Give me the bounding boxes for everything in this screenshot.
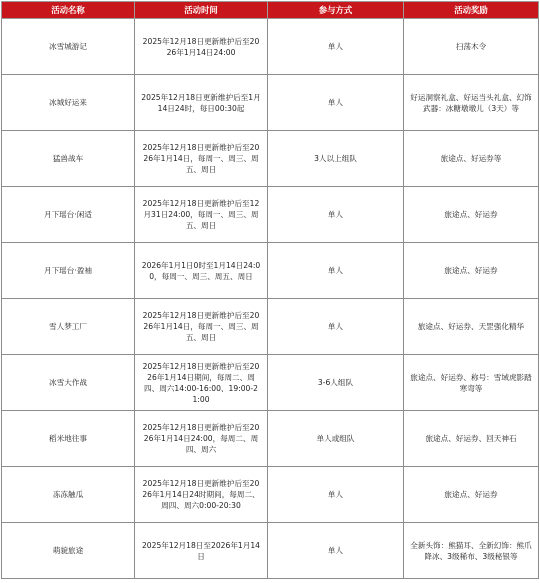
cell-reward: 旅途点、好运券、称号：雪域虎影踏寒弯等 — [404, 355, 539, 411]
cell-reward: 旅途点、好运券 — [404, 467, 539, 523]
cell-participation: 单人 — [268, 75, 404, 131]
table-row — [2, 355, 539, 411]
header-activity-name: 活动名称 — [2, 2, 135, 19]
cell-activity-name: 月下瑶台·闲适 — [2, 187, 135, 243]
cell-activity-name: 冰雪城游记 — [2, 19, 135, 75]
cell-activity-time: 2025年12月18日更新维护后至2026年1月14日24:00 — [135, 19, 268, 75]
table-row — [2, 467, 539, 523]
table-row — [2, 243, 539, 299]
cell-reward: 旅途点、好运券 — [404, 243, 539, 299]
table-row — [2, 411, 539, 467]
cell-activity-name: 冻冻触瓜 — [2, 467, 135, 523]
cell-participation: 3-6人组队 — [268, 355, 404, 411]
header-reward: 活动奖励 — [404, 2, 539, 19]
cell-activity-time: 2026年1月1日0时至1月14日24:00，每周一、周三、周五、周日 — [135, 243, 268, 299]
cell-participation: 单人 — [268, 467, 404, 523]
table-row — [2, 299, 539, 355]
table-header-row — [2, 2, 539, 19]
table-row — [2, 523, 539, 579]
cell-reward: 旅途点、好运券、天罡强化精华 — [404, 299, 539, 355]
cell-activity-time: 2025年12月18日更新维护后至2026年1月14日期间，每周二、周四、周六14:00-16:00、19:00-21:00 — [135, 355, 268, 411]
cell-participation: 单人 — [268, 187, 404, 243]
cell-reward: 旅途点、好运券、回天神石 — [404, 411, 539, 467]
cell-activity-time: 2025年12月18日更新维护后至2026年1月14日24:00，每周二、周四、周六 — [135, 411, 268, 467]
table-row — [2, 19, 539, 75]
cell-activity-name: 冰雪大作战 — [2, 355, 135, 411]
cell-participation: 单人 — [268, 19, 404, 75]
cell-activity-name: 猛兽战车 — [2, 131, 135, 187]
cell-activity-time: 2025年12月18日更新维护后至2026年1月14日，每周一、周三、周五、周日 — [135, 131, 268, 187]
table-row — [2, 131, 539, 187]
header-activity-time: 活动时间 — [135, 2, 268, 19]
cell-participation: 3人以上组队 — [268, 131, 404, 187]
cell-reward: 全新头饰：熊猫耳、全新幻饰：熊爪降冰、3级稀布、3级秘银等 — [404, 523, 539, 579]
cell-participation: 单人 — [268, 243, 404, 299]
cell-activity-name: 冰城好运来 — [2, 75, 135, 131]
cell-reward: 扫荡木令 — [404, 19, 539, 75]
cell-reward: 旅途点、好运券 — [404, 187, 539, 243]
cell-activity-time: 2025年12月18日更新维护后至2026年1月14日，每周一、周三、周五、周日 — [135, 299, 268, 355]
cell-activity-name: 萌貌旅途 — [2, 523, 135, 579]
activity-table — [1, 1, 539, 579]
cell-participation: 单人 — [268, 299, 404, 355]
cell-activity-time: 2025年12月18日更新维护后至12月31日24:00，每周一、周三、周五、周日 — [135, 187, 268, 243]
cell-activity-name: 稻米地往事 — [2, 411, 135, 467]
table-row — [2, 187, 539, 243]
cell-activity-time: 2025年12月18日更新维护后至1月14日24时，每日00:30起 — [135, 75, 268, 131]
cell-activity-name: 月下瑶台·盈袖 — [2, 243, 135, 299]
cell-reward: 旅途点、好运券等 — [404, 131, 539, 187]
cell-activity-name: 雪人梦工厂 — [2, 299, 135, 355]
cell-activity-time: 2025年12月18日更新维护后至2026年1月14日24时期间，每周二、周四、周六0:00-20:30 — [135, 467, 268, 523]
header-participation: 参与方式 — [268, 2, 404, 19]
table-row — [2, 75, 539, 131]
cell-participation: 单人或组队 — [268, 411, 404, 467]
cell-activity-time: 2025年12月18日至2026年1月14日 — [135, 523, 268, 579]
cell-participation: 单人 — [268, 523, 404, 579]
cell-reward: 好运洞察礼盒、好运当头礼盒、幻饰武器：冰糖墩墩儿（3天）等 — [404, 75, 539, 131]
